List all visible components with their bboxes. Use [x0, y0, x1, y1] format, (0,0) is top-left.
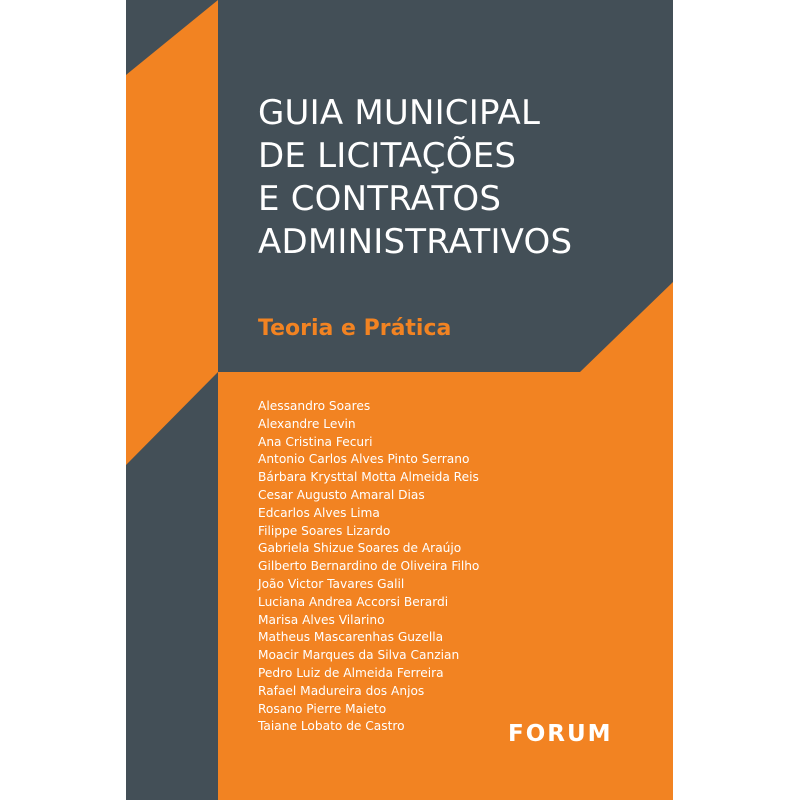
author-name: Pedro Luiz de Almeida Ferreira [258, 665, 444, 680]
book-subtitle: Teoria e Prática [258, 316, 452, 341]
author-list [258, 398, 479, 736]
author-name: Moacir Marques da Silva Canzian [258, 648, 460, 663]
author-name: Rosano Pierre Maieto [258, 701, 387, 716]
author-name: Ana Cristina Fecuri [258, 434, 373, 449]
book-title [258, 92, 572, 264]
title-line: DE LICITAÇÕES [258, 136, 517, 176]
title-line: E CONTRATOS [258, 179, 502, 219]
author-name: Gilberto Bernardino de Oliveira Filho [258, 559, 480, 574]
title-line: ADMINISTRATIVOS [258, 222, 573, 262]
publisher-logo: FORUM [508, 721, 613, 747]
author-name: Matheus Mascarenhas Guzella [258, 630, 444, 645]
author-name: Filippe Soares Lizardo [258, 523, 391, 538]
author-name: Marisa Alves Vilarino [258, 612, 385, 627]
author-name: Luciana Andrea Accorsi Berardi [258, 594, 449, 609]
author-name: Antonio Carlos Alves Pinto Serrano [258, 452, 470, 467]
author-name: Alessandro Soares [258, 399, 371, 413]
author-name: Taiane Lobato de Castro [258, 719, 405, 734]
author-name: Bárbara Krysttal Motta Almeida Reis [258, 470, 479, 485]
author-name: Gabriela Shizue Soares de Araújo [258, 541, 462, 556]
author-name: Rafael Madureira dos Anjos [258, 683, 425, 698]
title-line: GUIA MUNICIPAL [258, 93, 541, 133]
author-name: Edcarlos Alves Lima [258, 505, 380, 520]
author-name: Cesar Augusto Amaral Dias [258, 487, 425, 502]
book-cover [126, 0, 673, 800]
author-name: Alexandre Levin [258, 416, 356, 431]
author-name: João Victor Tavares Galil [258, 576, 405, 591]
